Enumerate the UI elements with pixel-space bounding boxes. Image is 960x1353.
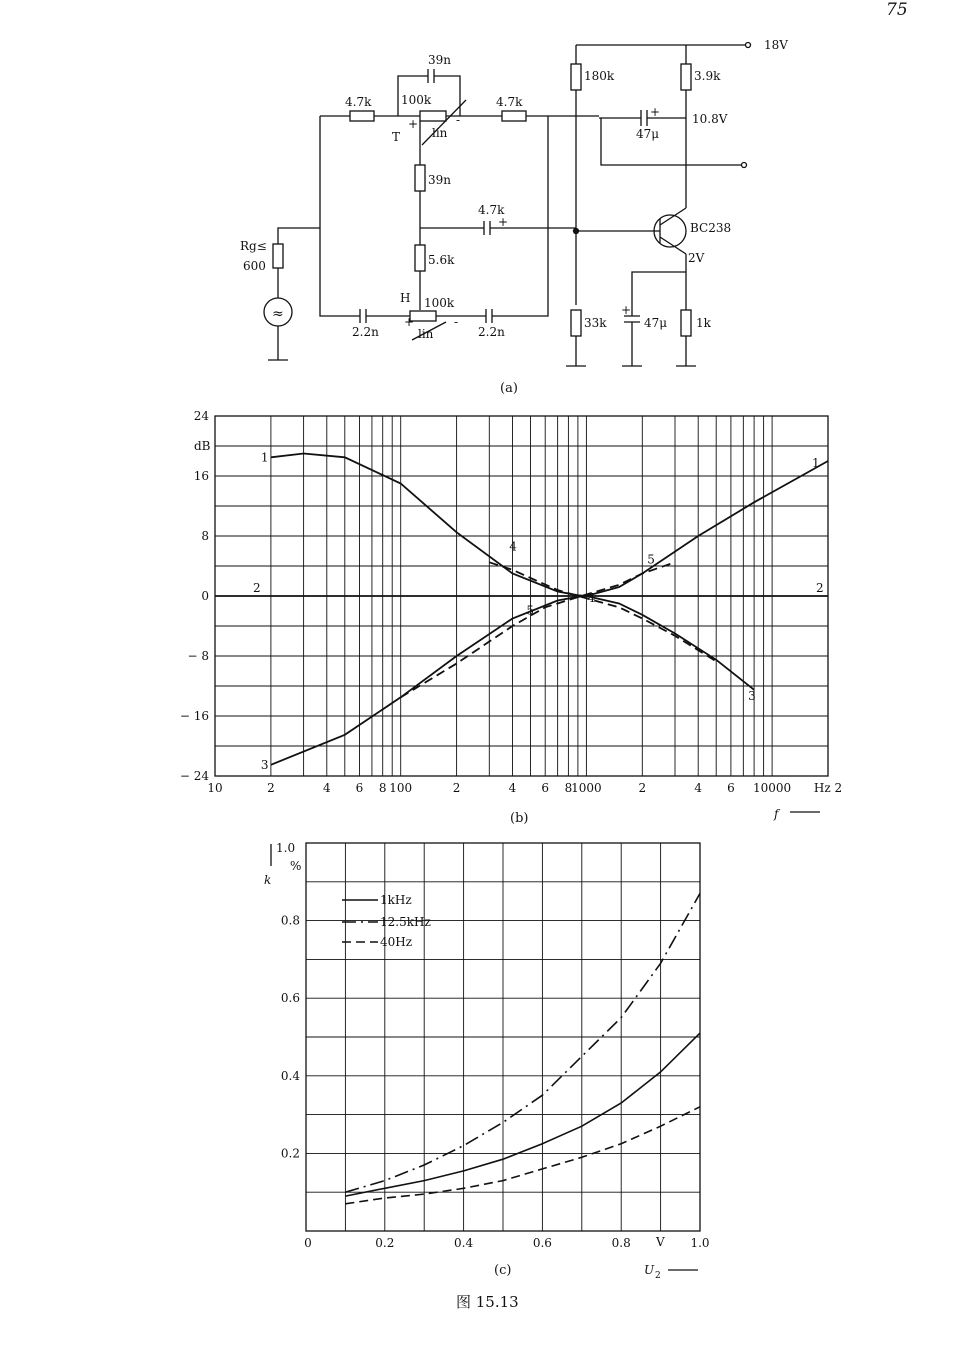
label-bc238: BC238 <box>690 221 732 235</box>
x-tick-label: Hz 2 <box>813 781 843 795</box>
chart-c-labels <box>264 841 710 1281</box>
cap-39n-mid <box>415 165 425 191</box>
curve-label: 1 <box>812 456 820 470</box>
x-tick-label: 100 <box>389 781 413 795</box>
minus-sign: - <box>456 113 461 127</box>
chart-c-xlabel: U <box>644 1263 655 1277</box>
series-line-40Hz <box>345 1107 700 1204</box>
y-tick-label: 0.8 <box>280 913 300 928</box>
chart-b-xticks <box>207 781 842 795</box>
y-tick-label: 0.2 <box>280 1146 300 1161</box>
label-rg-600: 600 <box>243 259 266 273</box>
resistor-33k <box>571 310 581 336</box>
caption-c: (c) <box>494 1263 512 1278</box>
label-2v: 2V <box>688 251 705 265</box>
label-180k: 180k <box>584 69 615 83</box>
chart-c-yunit: % <box>290 859 302 873</box>
resistor-4-7k-mid <box>502 111 526 121</box>
label-18v: 18V <box>764 38 788 52</box>
x-tick-label: 0.8 <box>611 1236 631 1250</box>
legend-label: 1kHz <box>380 893 412 907</box>
chart-b-series <box>215 454 828 765</box>
x-tick-label: 2 <box>452 781 461 795</box>
x-tick-label: 4 <box>694 781 703 795</box>
label-33k: 33k <box>584 316 607 330</box>
x-tick-label: 4 <box>322 781 331 795</box>
label-10-8v: 10.8V <box>692 112 728 126</box>
curve-label: 3 <box>260 757 269 772</box>
resistor-1k <box>681 310 691 336</box>
chart-c-frame <box>306 843 700 1231</box>
resistor-5-6k <box>415 245 425 271</box>
curve-label: 4 <box>587 591 596 605</box>
label-39n-mid: 39n <box>428 173 451 187</box>
plus-sign: + <box>408 117 419 131</box>
x-tick-label: 0.2 <box>375 1236 395 1250</box>
caption-a: (a) <box>500 381 518 396</box>
label-4-7k-base: 4.7k <box>478 203 505 217</box>
legend-label: 40Hz <box>380 935 413 949</box>
x-tick-label: 6 <box>727 781 735 795</box>
y-tick-label: − 24 <box>179 769 209 783</box>
resistor-3-9k <box>681 64 691 90</box>
chart-b-labels <box>180 409 842 826</box>
label-lin-h: lin <box>418 327 434 341</box>
x-tick-label: 1000 <box>571 781 602 795</box>
page-number: 75 <box>886 0 908 20</box>
y-tick-label: − 8 <box>187 649 209 663</box>
curve-label: 4 <box>509 539 517 554</box>
x-tick-label: 4 <box>508 781 517 795</box>
x-tick-label: 2 <box>638 781 647 795</box>
caption-b: (b) <box>510 811 529 826</box>
x-tick-label: 10000 <box>753 781 792 795</box>
label-47u-bot: 47μ <box>644 316 668 330</box>
y-tick-label: 8 <box>201 529 209 543</box>
label-1k: 1k <box>696 316 711 330</box>
x-tick-label: 6 <box>541 781 550 795</box>
curve-label: 1 <box>260 450 269 465</box>
label-4-7k-mid: 4.7k <box>496 95 523 109</box>
y-tick-label: 0 <box>201 589 209 603</box>
legend-label: 12.5kHz <box>380 915 431 929</box>
figure-caption: 图 15.13 <box>456 1293 519 1311</box>
series-line-1 <box>271 454 828 597</box>
label-3-9k: 3.9k <box>694 69 721 83</box>
resistor-180k <box>571 64 581 90</box>
series-line-5 <box>401 562 675 697</box>
schematic-labels <box>240 38 788 396</box>
chart-c-yticks <box>281 914 300 1161</box>
chart-b-xlabel: f <box>774 807 779 821</box>
label-h: H <box>400 291 411 305</box>
x-tick-label: 1.0 <box>690 1236 710 1250</box>
plus-sign: + <box>498 215 509 229</box>
label-treble-pot: 100k <box>401 93 432 107</box>
x-tick-label: 0.4 <box>454 1236 474 1250</box>
x-tick-label: 10 <box>207 781 223 795</box>
curve-label: 5 <box>526 603 535 618</box>
chart-b-yticks <box>180 409 210 783</box>
curve-label: 2 <box>816 581 824 595</box>
y-tick-label: 24 <box>193 409 209 423</box>
circuit-schematic <box>264 43 751 367</box>
chart-c-ylabel: k <box>264 873 272 887</box>
y-tick-label: − 16 <box>179 709 209 723</box>
label-t: T <box>392 130 401 144</box>
ac-source-icon: ≈ <box>272 306 284 322</box>
label-5-6k: 5.6k <box>428 253 455 267</box>
x-tick-label: 0.6 <box>532 1236 552 1250</box>
label-47u-top: 47μ <box>636 127 660 141</box>
x-tick-label: 0 <box>304 1236 312 1250</box>
y-tick-label: 0.6 <box>280 991 300 1006</box>
x-tick-label: 2 <box>267 781 275 795</box>
x-tick-label: 6 <box>355 781 364 795</box>
curve-label: 5 <box>647 552 655 567</box>
resistor-4-7k-left <box>350 111 374 121</box>
label-bass-pot: 100k <box>424 296 455 310</box>
chart-c-xunit: V <box>656 1235 665 1249</box>
label-4-7k-left: 4.7k <box>345 95 372 109</box>
label-39n-top: 39n <box>428 53 451 67</box>
label-2-2n-right: 2.2n <box>478 325 505 339</box>
label-2-2n-left: 2.2n <box>352 325 379 339</box>
x-tick-label: 8 <box>378 781 387 795</box>
minus-sign: - <box>454 315 459 329</box>
treble-pot <box>420 111 446 121</box>
source-resistor <box>273 244 283 268</box>
curve-label: 2 <box>253 581 261 595</box>
plus-sign: + <box>650 105 661 119</box>
chart-c-ytick-1-0: 1.0 <box>276 841 296 855</box>
chart-b-ylabel: dB <box>194 439 211 453</box>
x-tick-label: 8 <box>564 781 573 795</box>
curve-label: 3 <box>748 688 756 703</box>
plus-sign: + <box>404 315 415 329</box>
chart-c-xticks <box>304 1236 709 1250</box>
chart-c-xsub: 2 <box>655 1271 661 1281</box>
label-lin-t: lin <box>432 126 448 140</box>
label-rg: Rg≤ <box>240 239 267 253</box>
y-tick-label: 16 <box>193 469 209 483</box>
plus-sign: + <box>621 303 632 317</box>
y-tick-label: 0.4 <box>280 1068 300 1083</box>
chart-c-grid <box>306 843 700 1231</box>
